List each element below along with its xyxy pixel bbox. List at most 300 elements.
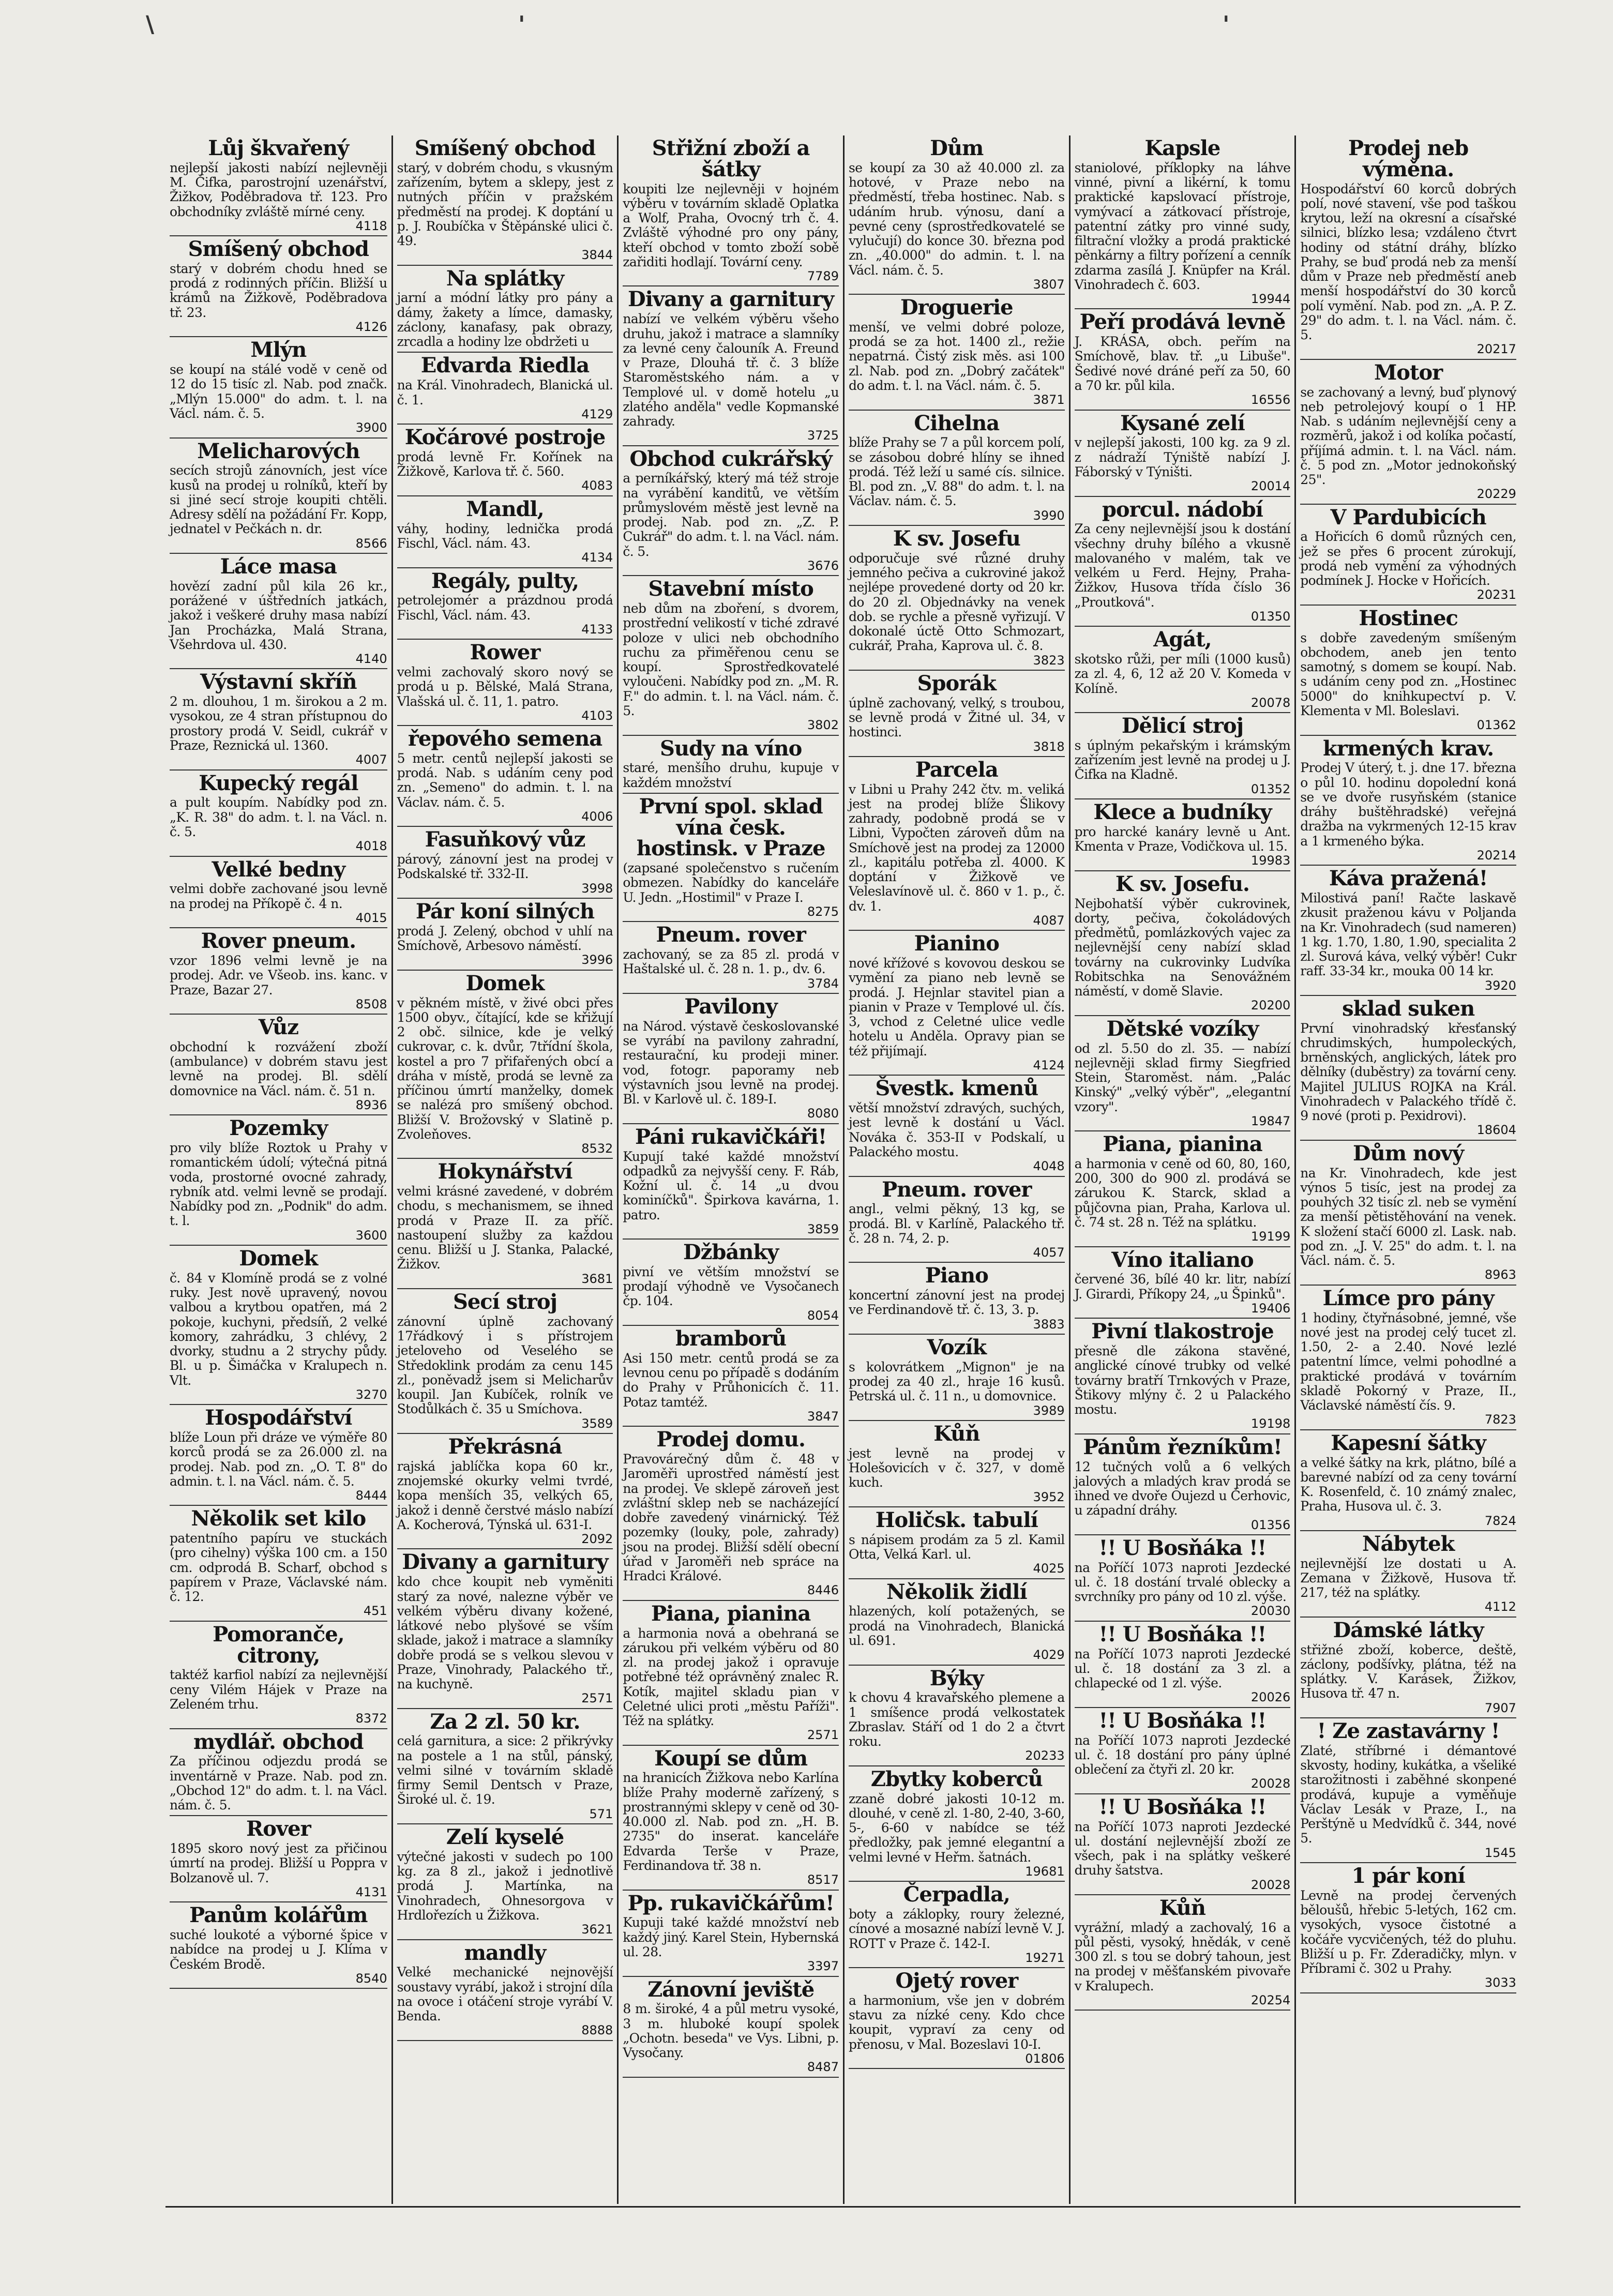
classified-ad <box>1300 1141 1516 1286</box>
ad-number: 8275 <box>807 904 839 919</box>
ad-text: zánovní úplně zachovaný 17řádkový i s přístrojem jeteloveho od Veselého se Středoklink prodám za cenu 145 zl., poněvadž jsem si Melicharův koupil. Jan Kubíček, rolník ve Stodůlkách č. 35 u Smíchova. <box>397 1313 613 1417</box>
ad-heading: Mlýn <box>250 338 307 362</box>
ad-heading: !! U Bosňáka !! <box>1098 1622 1267 1647</box>
ad-number: 4087 <box>1033 913 1065 928</box>
classified-ad <box>623 1601 839 1746</box>
ad-number: 19944 <box>1250 292 1291 307</box>
classified-ad <box>849 295 1065 410</box>
page-mark: \ <box>146 11 155 38</box>
ad-number: 3996 <box>581 953 613 968</box>
ad-text: na Poříčí 1073 naproti Jezdecké ul. č. 18 dostání za 3 zl. a chlapecké od 1 zl. výše. <box>1074 1646 1291 1691</box>
classified-ad <box>170 857 387 929</box>
classified-ad <box>623 1427 839 1600</box>
classified-ad <box>623 1977 839 2078</box>
ad-heading: Hospodářství <box>205 1406 352 1430</box>
classified-ad <box>1300 1531 1516 1618</box>
classified-ad <box>397 1159 613 1289</box>
ad-heading: Pivní tlakostroje <box>1091 1319 1274 1344</box>
ad-heading: Dámské látky <box>1333 1618 1484 1642</box>
ad-text: prodá J. Zelený, obchod v uhlí na Smíchově, Arbesovo náměstí. <box>397 923 613 954</box>
ad-text: jarní a módní látky pro pány a dámy, žakety a límce, damasky, záclony, kanafasy, pak obrazy, zrcadla a hodiny lze obdržeti u <box>397 290 613 350</box>
ad-heading: Víno italiano <box>1111 1247 1254 1272</box>
classified-ad <box>1075 1016 1291 1131</box>
ad-number: 4129 <box>581 406 613 421</box>
classified-ad <box>170 1622 387 1729</box>
ad-number: 3990 <box>1033 508 1065 523</box>
ad-heading: Vozík <box>927 1335 987 1360</box>
ad-number: 7824 <box>1484 1513 1516 1528</box>
classified-ad <box>1075 1794 1291 1895</box>
ad-text: koncertní zánovní jest na prodej ve Ferdinandově tř. č. 13, 3. p. <box>848 1288 1065 1318</box>
ad-number: 20014 <box>1250 479 1291 494</box>
ad-text: prodá levně Fr. Kořínek na Žižkově, Karlova tř. č. 560. <box>397 449 613 479</box>
ad-text: a harmonia v ceně od 60, 80, 160, 200, 300 do 900 zl. prodává se zárukou K. Starck, sklad a půjčovna pian, Praha, Karlova ul. č. 74 st. 28 n. Též na splátku. <box>1074 1156 1291 1230</box>
ad-number: 4006 <box>581 809 613 824</box>
classified-ad <box>1075 309 1291 410</box>
ad-heading: Divany a garnitury <box>402 1550 608 1575</box>
ad-heading: Fasuňkový vůz <box>425 827 585 852</box>
ad-text: v nejlepší jakosti, 100 kg. za 9 zl. z nádraží Týniště nabízí J. Fáborský v Týništi. <box>1074 435 1291 479</box>
ad-text: velmi krásné zavedené, v dobrém chodu, s mechanismem, se ihned prodá v Praze II. za příč. nastoupení služby za každou cenu. Bližší u J. Stanka, Palacké, Žižkov. <box>397 1184 613 1272</box>
ad-text: secích strojů zánovních, jest více kusů na prodej u rolníků, kteří by si jiné secí stroje koupiti chtěli. Adresy sdělí na požádání Fr. Kopp, jednatel v Pečkách n. dr. <box>170 463 387 537</box>
ad-number: 01352 <box>1250 781 1291 796</box>
ad-heading: Velké bedny <box>212 857 345 882</box>
ad-heading: Zbytky koberců <box>870 1766 1043 1791</box>
ad-number: 8446 <box>807 1583 839 1598</box>
ad-heading: Kysané zelí <box>1120 411 1245 435</box>
ad-text: úplně zachovaný, velký, s troubou, se levně prodá v Žitné ul. 34, v hostinci. <box>848 695 1065 740</box>
ad-text: zzaně dobré jakosti 10-12 m. dlouhé, v ceně zl. 1-80, 2-40, 3-60, 5-, 6-60 v nabídce se též předložky, pak jemné elegantní a velmi levné v Heřm. šatnách. <box>848 1791 1065 1865</box>
ad-text: Prodej V úterý, t. j. dne 17. března o půl 10. hodinu dopolední koná se ve dvoře rusyňském (stanice dráhy buštěhradské) veřejná dražba na vykrmených 12-15 krav a 1 krmeného býka. <box>1300 760 1516 849</box>
classified-ad <box>170 236 387 337</box>
ad-heading: Pianino <box>914 931 999 956</box>
page-mark: ' <box>1223 11 1230 38</box>
ad-text: První vinohradský křesťanský chrudimských, humpoleckých, brněnských, anglických, látek pro dělníky (duběstry) za tovární ceny. Majitel JULIUS ROJKA na Král. Vinohradech v Palackého třídě č. 9 nové (proti p. Pexidrovi). <box>1300 1020 1516 1124</box>
ad-text: v Libni u Prahy 242 čtv. m. veliká jest na prodej blíže Šlikovy zahrady, podobně prodá se v Libni, Vypočten zároveň dům na Smíchově jest na prodej za 12000 zl., kapitálu potřeba zl. 4000. K doptání v Žižkově ve Veleslavínově ul. č. 860 v 1. p., č. dv. 1. <box>848 781 1065 914</box>
ad-number: 4029 <box>1033 1648 1065 1663</box>
classified-ad <box>397 640 613 726</box>
classified-ad <box>623 994 839 1124</box>
classified-ad <box>1075 1622 1291 1708</box>
advertisement-columns <box>165 135 1520 2204</box>
ad-number: 7789 <box>807 269 839 284</box>
ad-text: s úplným pekařským i krámským zařízením jest levně na prodej u J. Čifka na Kladně. <box>1074 737 1291 782</box>
ad-number: 3859 <box>807 1221 839 1236</box>
ad-number: 3033 <box>1484 1975 1516 1990</box>
ad-heading: Divany a garnitury <box>628 287 834 312</box>
ad-number: 19983 <box>1250 853 1291 868</box>
ad-heading: !! U Bosňáka !! <box>1098 1708 1267 1733</box>
ad-number: 3725 <box>807 428 839 443</box>
classified-ad <box>849 1507 1065 1579</box>
classified-ad <box>170 1115 387 1246</box>
column-1 <box>165 135 391 2204</box>
ad-number: 01350 <box>1250 609 1291 624</box>
page-mark: ' <box>518 11 525 38</box>
classified-ad <box>397 1434 613 1549</box>
ad-text: pro harcké kanáry levně u Ant. Kmenta v Praze, Vodičkova ul. 15. <box>1074 824 1291 854</box>
ad-heading: Pavilony <box>684 994 777 1019</box>
ad-heading: Střižní zboží a šátky <box>652 136 810 182</box>
classified-ad <box>397 899 613 971</box>
classified-ad <box>397 496 613 568</box>
classified-ad <box>1075 1535 1291 1622</box>
classified-ad <box>1300 135 1516 360</box>
ad-heading: Vůz <box>258 1015 298 1040</box>
ad-heading: Pneum. rover <box>656 923 806 947</box>
classified-ad <box>849 1579 1065 1666</box>
classified-ad <box>1075 1131 1291 1247</box>
classified-ad <box>170 1902 387 1989</box>
classified-ad <box>1075 1895 1291 2011</box>
ad-text: střižné zboží, koberce, deště, záclony, podšívky, plátna, též na splátky. V. Karásek, Žižkov, Husova tř. 47 n. <box>1300 1642 1516 1701</box>
classified-ad <box>397 425 613 496</box>
ad-number: 3397 <box>807 1959 839 1974</box>
ad-text: 5 metr. centů nejlepší jakosti se prodá. Nab. s udáním ceny pod zn. „Semeno" do admin. t. l. na Václav. nám. č. 5. <box>397 750 613 810</box>
ad-heading: Kůň <box>933 1422 980 1446</box>
classified-ad <box>849 1076 1065 1176</box>
ad-number: 4134 <box>581 550 613 565</box>
classified-ad <box>1300 996 1516 1141</box>
ad-heading: Několik set kilo <box>191 1506 366 1531</box>
classified-ad <box>1075 1708 1291 1794</box>
ad-number: 20231 <box>1476 587 1516 602</box>
ad-text: s nápisem prodám za 5 zl. Kamil Otta, Velká Karl. ul. <box>848 1532 1065 1562</box>
column-3 <box>617 135 843 2204</box>
ad-heading: Prodej domu. <box>656 1427 805 1452</box>
classified-ad <box>849 931 1065 1076</box>
ad-heading: řepového semena <box>408 727 602 751</box>
ad-text: jest levně na prodej v Holešovicích v č. 327, v domě kuch. <box>848 1445 1065 1490</box>
ad-number: 8963 <box>1484 1267 1516 1282</box>
ad-text: pivní ve větším množství se prodají výhodně ve Vysočanech čp. 104. <box>623 1264 839 1309</box>
ad-heading: mandly <box>464 1940 546 1965</box>
ad-heading: Dětské vozíky <box>1106 1016 1259 1041</box>
ad-number: 4103 <box>581 708 613 723</box>
ad-heading: Dělicí stroj <box>1121 714 1244 738</box>
classified-ad <box>849 1766 1065 1882</box>
ad-number: 01362 <box>1476 718 1516 733</box>
ad-heading: Piana, pianina <box>651 1601 811 1626</box>
classified-ad <box>170 1729 387 1817</box>
ad-heading: Cihelna <box>914 411 1000 435</box>
ad-text: na Král. Vinohradech, Blanická ul. č. 1. <box>397 377 613 407</box>
ad-text: nabízí ve velkém výběru všeho druhu, jakož i matrace a slamníky za levné ceny čalouník A. Freund v Praze, Dlouhá tř. č. 3 blíže Staroměstského nám. a v Templové ul. v domě hotelu „u zlatého anděla" vedle Kopmanské zahrady. <box>623 311 839 429</box>
ad-text: hovězí zadní půl kila 26 kr., porážené v úštředních jatkách, jakož i veškeré druhy masa nabízí Jan Procházka, Malá Strana, Všehrdova ul. 430. <box>170 578 387 652</box>
ad-text: boty a záklopky, roury železné, cínové a mosazné nabízí levně V. J. ROTT v Praze č. 142-I. <box>848 1907 1065 1951</box>
classified-ad <box>849 1263 1065 1335</box>
classified-ad <box>170 669 387 770</box>
classified-ad <box>849 757 1065 931</box>
ad-text: vyrážní, mladý a zachovalý, 16 a půl pěsti, vysoký, hnědák, v ceně 300 zl. s tou se dobrý tahoun, jest na prodej v měšťanském pivovaře v Kralupech. <box>1074 1920 1291 1993</box>
classified-ad <box>170 1015 387 1115</box>
ad-number: 01806 <box>1025 2051 1065 2066</box>
ad-text: větší množství zdravých, suchých, jest levně k dostání u Václ. Nováka č. 353-II v Podskalí, u Palackého mostu. <box>848 1100 1065 1159</box>
ad-number: 4018 <box>355 839 387 854</box>
ad-text: odporučuje své různé druhy jemného pečiva a cukroviné jakož nejlépe provedené dorty od 20 kr. do 20 zl. Objednávky na venek dob. se rychle a přesně vyřizují. V dokonalé úctě Otto Schmozart, cukrář, Praha, Kaprova ul. č. 8. <box>848 550 1065 654</box>
classified-ad <box>849 1882 1065 1968</box>
ad-heading: Regály, pulty, <box>431 568 579 593</box>
ad-number: 8517 <box>807 1872 839 1887</box>
classified-ad <box>397 568 613 640</box>
ad-heading: Pomoranče, citrony, <box>213 1622 344 1668</box>
column-2 <box>391 135 617 2204</box>
ad-number: 1545 <box>1484 1845 1516 1860</box>
ad-text: velmi zachovalý skoro nový se prodá u p. Bělské, Malá Strana, Vlašská ul. č. 11, 1. patro. <box>397 664 613 709</box>
ad-text: Levně na prodej červených běloušů, hřebic 5-letých, 162 cm. vysokých, vysoce čistotné a kočáře vycvičených, též do pluhu. Bližší u p. Fr. Zderadičky, mlyn. v Příbrami č. 302 u Prahy. <box>1300 1887 1516 1976</box>
classified-ad <box>397 971 613 1159</box>
ad-number: 3847 <box>807 1409 839 1424</box>
ad-number: 4025 <box>1033 1561 1065 1576</box>
ad-text: výtečné jakosti v sudech po 100 kg. za 8 zl., jakož i jednotlivě prodá J. Martínka, na Vinohradech, Ohnesorgova v Hrdlořezích u Žižkova. <box>397 1849 613 1923</box>
ad-text: Kupuji také každé množství neb každý jiný. Karel Stein, Hybernská ul. 28. <box>623 1915 839 1959</box>
ad-text: se zachovaný a levný, buď plynový neb petrolejový koupí o 1 HP. Nab. s udáním nejlevnější ceny a rozměrů, jakož i od kolíka počastí, příjímá admin. t. l. na Václ. nám. č. 5 pod zn. „Motor jednokoňský 25". <box>1300 384 1516 488</box>
ad-number: 19681 <box>1025 1864 1065 1879</box>
ad-text: nejlepší jakosti nabízí nejlevněji M. Čifka, parostrojní uzenářství, Žižkov, Poděbradova tř. 123. Pro obchodníky zvláště mírné ceny. <box>170 160 387 219</box>
ad-heading: Klece a budníky <box>1093 800 1272 825</box>
ad-heading: Zánovní jeviště <box>647 1977 815 2002</box>
ad-text: 2 m. dlouhou, 1 m. širokou a 2 m. vysokou, ze 4 stran přístupnou do prostory prodá V. Seidl, cukrář v Praze, Reznická ul. 1360. <box>170 694 387 753</box>
ad-text: menší, ve velmi dobré poloze, prodá se za hot. 1400 zl., režie nepatrná. Čistý zisk měs. asi 100 zl. Nab. pod zn. „Dobrý začátek" do adm. t. l. na Václ. nám. č. 5. <box>848 319 1065 393</box>
ad-text: J. KRÁSA, obch. peřím na Smíchově, blav. tř. „u Libuše". Šedivé nové dráné peří za 50, 60 a 70 kr. půl kila. <box>1074 334 1291 393</box>
ad-number: 20233 <box>1025 1748 1065 1763</box>
ad-number: 8444 <box>355 1488 387 1503</box>
classified-ad <box>1075 871 1291 1016</box>
ad-text: blíže Prahy se 7 a půl korcem polí, se zásobou dobré hlíny se ihned prodá. Též leží u samé cís. silnice. Bl. pod zn. „V. 88" do adm. t. l. na Václav. nám. č. 5. <box>848 435 1065 509</box>
ad-heading: Sudy na víno <box>660 736 802 761</box>
classified-ad <box>1300 1863 1516 1993</box>
ad-heading: Lůj škvařený <box>208 136 349 160</box>
ad-heading: Kůň <box>1159 1895 1205 1920</box>
classified-ad <box>849 135 1065 295</box>
ad-number: 19198 <box>1250 1416 1291 1431</box>
ad-number: 2571 <box>581 1691 613 1706</box>
ad-number: 20030 <box>1250 1604 1291 1619</box>
ad-heading: Několik židlí <box>886 1579 1027 1604</box>
ad-number: 4124 <box>1033 1058 1065 1073</box>
ad-number: 4131 <box>355 1884 387 1899</box>
ad-text: hlazených, kolí potažených, se prodá na Vinohradech, Blanická ul. 691. <box>848 1604 1065 1648</box>
ad-number: 19199 <box>1250 1229 1291 1244</box>
ad-heading: Secí stroj <box>453 1290 557 1315</box>
ad-text: blíže Loun při dráze ve výměře 80 korců prodá se za 26.000 zl. na prodej. Nab. pod zn. „O. T. 8" do admin. t. l. na Václ. nám. č. 5. <box>170 1430 387 1489</box>
ad-text: (zapsané společenstvo s ručením obmezen. Nabídky do kanceláře U. Jedn. „Hostimil" v Praze I. <box>623 860 839 905</box>
ad-heading: Dům <box>930 136 984 160</box>
ad-text: a pult koupím. Nabídky pod zn. „K. R. 38" do adm. t. l. na Václ. n. č. 5. <box>170 795 387 839</box>
classified-ad <box>623 446 839 577</box>
classified-ad <box>397 1549 613 1709</box>
classified-ad <box>1075 1434 1291 1535</box>
ad-heading: Motor <box>1374 360 1443 385</box>
ad-number: 16556 <box>1250 392 1291 407</box>
classified-ad <box>170 554 387 669</box>
classified-ad <box>397 1824 613 1940</box>
ad-heading: bramborů <box>675 1326 787 1351</box>
ad-text: na hranicích Žižkova nebo Karlína blíže Prahy moderně zařízený, s prostrannými sklepy v ceně od 30-40.000 zl. Nab. pod zn. „H. B. 2735" do inserat. kanceláře Edvarda Terše v Praze, Ferdinandova tř. 38 n. <box>623 1770 839 1873</box>
ad-text: se koupí za 30 až 40.000 zl. za hotové, v Praze nebo na předměstí, třeba hostinec. Nab. s udáním hrub. výnosu, daní a pevné ceny (sprostředkovatelé se vylučují) do konce 30. března pod zn. „40.000" do admin. t. l. na Václ. nám. č. 5. <box>848 160 1065 278</box>
classified-ad <box>1300 1430 1516 1531</box>
classified-ad <box>397 726 613 827</box>
classified-ad <box>170 337 387 438</box>
ad-number: 3802 <box>807 718 839 733</box>
classified-ad <box>397 1940 613 2041</box>
ad-number: 451 <box>363 1604 387 1619</box>
ad-text: Za příčinou odjezdu prodá se inventárně v Praze. Nab. pod zn. „Obchod 12" do adm. t. l. na Václ. nám. č. 5. <box>170 1754 387 1813</box>
ad-text: přesně dle zákona stavěné, anglické cínové trubky od velké továrny bratří Trnkových v Praze, Štikovy mlýny č. 2 u Palackého mostu. <box>1074 1343 1291 1417</box>
ad-number: 4083 <box>581 478 613 493</box>
ad-number: 19271 <box>1025 1950 1065 1965</box>
ad-text: suché loukoté a výborné špice v nabídce na prodej u J. Klíma v Českém Brodě. <box>170 1927 387 1972</box>
ad-text: obchodní k rozvážení zboží (ambulance) v dobrém stavu jest levně na prodej. Bl. sdělí domovnice na Václ. nám. č. 51 n. <box>170 1039 387 1098</box>
ad-text: Nejbohatší výběr cukrovinek, dorty, pečiva, čokoládových předmětů, pomlázkových vajec za nejlevnější ceny nabízí sklad továrny na cukrovinky Ludvíka Robitschka na Senovážném náměstí, v domě Slavie. <box>1074 896 1291 999</box>
ad-number: 3818 <box>1033 739 1065 754</box>
ad-heading: Pp. rukavičkářům! <box>627 1891 834 1915</box>
classified-ad <box>1300 1618 1516 1718</box>
ad-text: 8 m. široké, 4 a půl metru vysoké, 3 m. hluboké koupí spolek „Ochotn. beseda" ve Vys. Libni, p. Vysočany. <box>623 2001 839 2061</box>
classified-ad <box>623 1240 839 1326</box>
ad-text: a velké šátky na krk, plátno, bílé a barevné nabízí od za ceny tovární K. Rosenfeld, č. 10 známý znalec, Praha, Husova ul. č. 3. <box>1300 1455 1516 1514</box>
ad-number: 3883 <box>1033 1317 1065 1332</box>
ad-text: na Poříčí 1073 naproti Jezdecké ul. č. 18 dostání pro pány úplné oblečení za čtyři zl. 20 kr. <box>1074 1732 1291 1777</box>
ad-number: 20254 <box>1250 1992 1291 2007</box>
classified-ad <box>170 1816 387 1902</box>
ad-text: zachovaný, se za 85 zl. prodá v Haštalské ul. č. 28 n. 1. p., dv. 6. <box>623 947 839 977</box>
ad-heading: Kapesní šátky <box>1331 1430 1486 1455</box>
ad-heading: sklad suken <box>1342 996 1475 1021</box>
ad-text: Pravovárečný dům č. 48 v Jaroměři uprostřed náměstí jest na prodej. Ve sklepě zároveň jest zvláštní sklep neb se nacházející dobře zavedený vinárnický. Též pozemky (louky, pole, zahrady) jsou na prodej. Bližší sdělí obecní úřad v Jaroměři neb spráce na Hradci Králové. <box>623 1452 839 1584</box>
ad-number: 3807 <box>1033 277 1065 292</box>
ad-number: 20217 <box>1476 342 1516 357</box>
ad-number: 4133 <box>581 622 613 637</box>
ad-number: 3621 <box>581 1922 613 1937</box>
ad-heading: Pozemky <box>229 1116 328 1141</box>
ad-number: 8532 <box>581 1141 613 1156</box>
classified-ad <box>849 1968 1065 2069</box>
ad-number: 2092 <box>581 1532 613 1547</box>
ad-text: na Poříčí 1073 naproti Jezdecké ul. dostání nejlevnější zboží ze všech, pak i na splátky veškeré druhy šatstva. <box>1074 1819 1291 1878</box>
ad-text: na Kr. Vinohradech, kde jest výnos 5 tisíc, jest na prodej za pouhých 32 tisíc zl. neb se vymění za menší pětistěhování na venek. K složení stačí 6000 zl. Lask. nab. pod zn. „J. V. 25" do adm. t. l. na Václ. nám. č. 5. <box>1300 1165 1516 1268</box>
classified-ad <box>1300 1718 1516 1863</box>
ad-number: 20214 <box>1476 848 1516 863</box>
ad-heading: Peří prodává levně <box>1079 310 1286 335</box>
ad-text: nejlevnější lze dostati u A. Zemana v Žižkově, Husova tř. 217, též na splátky. <box>1300 1555 1516 1600</box>
ad-text: 1 hodiny, čtyřnásobné, jemné, vše nové jest na prodej celý tucet zl. 1.50, 2- a 2.40. Nové lezlé patentní límce, velmi pohodlné a praktické prodává v továrním skladě Pokorný v Praze, II., Václavské náměstí čís. 9. <box>1300 1310 1516 1413</box>
ad-text: Kupují také každé množství odpadků za nejvyšší ceny. F. Ráb, Kožní ul. č. 14 „u dvou kominíčků". Špirkova kavárna, 1. patro. <box>623 1149 839 1222</box>
ad-heading: Smíšený obchod <box>188 237 369 262</box>
ad-text: s dobře zavedeným smíšeným obchodem, aneb jen tento samotný, s domem se koupí. Nab. s udáním ceny pod zn. „Hostinec 5000" do knihkupectví p. V. Klementa v Ml. Boleslavi. <box>1300 630 1516 718</box>
classified-ad <box>1075 497 1291 627</box>
ad-text: rajská jablíčka kopa 60 kr., znojemské okurky velmi tvrdé, kopa menších 35, velkých 65, jakož i denně čerstvé máslo nabízí A. Kocherová, Týnská ul. 631-I. <box>397 1458 613 1532</box>
ad-heading: Rower <box>470 640 540 665</box>
classified-ad <box>397 827 613 899</box>
ad-text: starý v dobrém chodu hned se prodá z rodinných příčin. Bližší u krámů na Žižkově, Poděbradova tř. 23. <box>170 261 387 320</box>
ad-heading: K sv. Josefu <box>893 526 1020 551</box>
classified-ad <box>1300 360 1516 505</box>
classified-ad <box>849 1177 1065 1263</box>
ad-text: Hospodářství 60 korců dobrých polí, nové stavení, vše pod taškou krytou, leží na okresní a císařské silnici, blízko lesa; vzdáleno čtvrt hodiny od státní dráhy, blízko Prahy, se buď prodá neb za menší dům v Praze neb předměstí aneb menší hospodářství do 30 korců polí vymění. Nab. pod zn. „A. P. Z. 29" do adm. t. l. na Václ. nám. č. 5. <box>1300 181 1516 343</box>
ad-number: 3871 <box>1033 392 1065 407</box>
ad-text: velmi dobře zachované jsou levně na prodej na Příkopě č. 4 n. <box>170 881 387 911</box>
ad-heading: Zelí kyselé <box>446 1825 564 1850</box>
ad-number: 20028 <box>1250 1877 1291 1892</box>
ad-heading: Parcela <box>915 757 998 782</box>
ad-heading: Překrásná <box>448 1434 562 1459</box>
classified-ad <box>1075 799 1291 871</box>
ad-heading: Švestk. kmenů <box>875 1076 1038 1101</box>
ad-number: 20078 <box>1250 695 1291 710</box>
ad-number: 3900 <box>355 420 387 435</box>
ad-text: Milostivá paní! Račte laskavě zkusit praženou kávu v Poljanda na Kr. Vinohradech (sud nameren) 1 kg. 1.70, 1.80, 1.90, specialita 2 zl. Surová káva, velký výběr! Cukr raff. 33-34 kr., mouka 00 14 kr. <box>1300 890 1516 979</box>
ad-heading: Láce masa <box>220 554 337 579</box>
ad-heading: Sporák <box>917 671 996 696</box>
ad-number: 8540 <box>355 1971 387 1986</box>
ad-heading: Za 2 zl. 50 kr. <box>430 1709 580 1734</box>
ad-text: s kolovrátkem „Mignon" je na prodej za 40 zl., hraje 16 kusů. Petrská ul. č. 11 n., u domovnice. <box>848 1359 1065 1404</box>
ad-heading: Pánům řezníkům! <box>1083 1434 1282 1459</box>
classified-ad <box>1300 606 1516 736</box>
column-6 <box>1294 135 1520 2204</box>
ad-heading: Smíšený obchod <box>414 136 596 160</box>
classified-ad <box>623 286 839 446</box>
ad-text: Velké mechanické nejnovější soustavy vyrábí, jakož i strojní díla na ovoce i otáčení stroje vyrábí V. Benda. <box>397 1965 613 2024</box>
column-5 <box>1069 135 1295 2204</box>
ad-heading: V Pardubicích <box>1330 505 1486 530</box>
ad-text: červené 36, bílé 40 kr. litr, nabízí J. Girardi, Příkopy 24, „u Špinků". <box>1074 1272 1291 1302</box>
ad-number: 01356 <box>1250 1517 1291 1532</box>
ad-number: 3600 <box>355 1228 387 1243</box>
classified-ad <box>1300 505 1516 606</box>
ad-text: starý, v dobrém chodu, s vkusným zařízením, bytem a sklepy, jest z nutných příčin v pražském předměstí na prodej. K doptání u p. J. Roubíčka v Štěpánské ulici č. 49. <box>397 160 613 249</box>
ad-text: 1895 skoro nový jest za přičinou úmrtí na prodej. Bližší u Poppra v Bolzanově ul. 7. <box>170 1841 387 1885</box>
ad-text: a Hořicích 6 domů různých cen, jež se přes 6 procent zúrokují, prodá neb vymění za výhodných podmínek J. Hocke v Hořicích. <box>1300 529 1516 588</box>
ad-heading: Pneum. rover <box>882 1177 1032 1202</box>
ad-number: 4057 <box>1033 1245 1065 1260</box>
ad-heading: Piano <box>925 1263 988 1288</box>
classified-ad <box>623 576 839 735</box>
ad-number: 8888 <box>581 2023 613 2038</box>
classified-ad <box>1075 627 1291 713</box>
ad-number: 3270 <box>355 1387 387 1402</box>
ad-text: váhy, hodiny, lednička prodá Fischl, Václ. nám. 43. <box>397 521 613 551</box>
classified-ad <box>397 1289 613 1434</box>
classified-ad <box>397 135 613 266</box>
classified-ad <box>397 353 613 425</box>
ad-heading: Droguerie <box>900 295 1013 320</box>
ad-heading: Rover <box>246 1817 311 1841</box>
ad-text: Asi 150 metr. centů prodá se za levnou cenu po případě s dodáním do Prahy v Průhonicích č. 11. Potaz tamtéž. <box>623 1350 839 1410</box>
ad-number: 20028 <box>1250 1776 1291 1791</box>
ad-heading: Piana, pianina <box>1103 1132 1262 1157</box>
classified-ad <box>623 1746 839 1891</box>
ad-heading: Prodej neb výměna. <box>1348 136 1469 182</box>
ad-number: 3784 <box>807 976 839 991</box>
ad-number: 3844 <box>581 248 613 263</box>
classified-ad <box>170 135 387 236</box>
ad-heading: Páni rukavičkáři! <box>635 1124 827 1149</box>
ad-number: 18604 <box>1476 1123 1516 1138</box>
classified-ad <box>623 1326 839 1427</box>
ad-heading: 1 pár koní <box>1351 1863 1465 1888</box>
ad-number: 7823 <box>1484 1412 1516 1427</box>
classified-ad <box>170 439 387 554</box>
classified-ad <box>170 1246 387 1405</box>
ad-heading: Ojetý rover <box>895 1969 1018 1993</box>
ad-text: k chovu 4 kravařského plemene a 1 smíšence prodá velkostatek Zbraslav. Stáří od 1 do 2 a čtvrt roku. <box>848 1690 1065 1749</box>
page-bottom-rule <box>165 2206 1520 2208</box>
classified-ad <box>623 1124 839 1240</box>
ad-text: petrolejomér a prázdnou prodá Fischl, Václ. nám. 43. <box>397 593 613 623</box>
ad-number: 8566 <box>355 536 387 551</box>
